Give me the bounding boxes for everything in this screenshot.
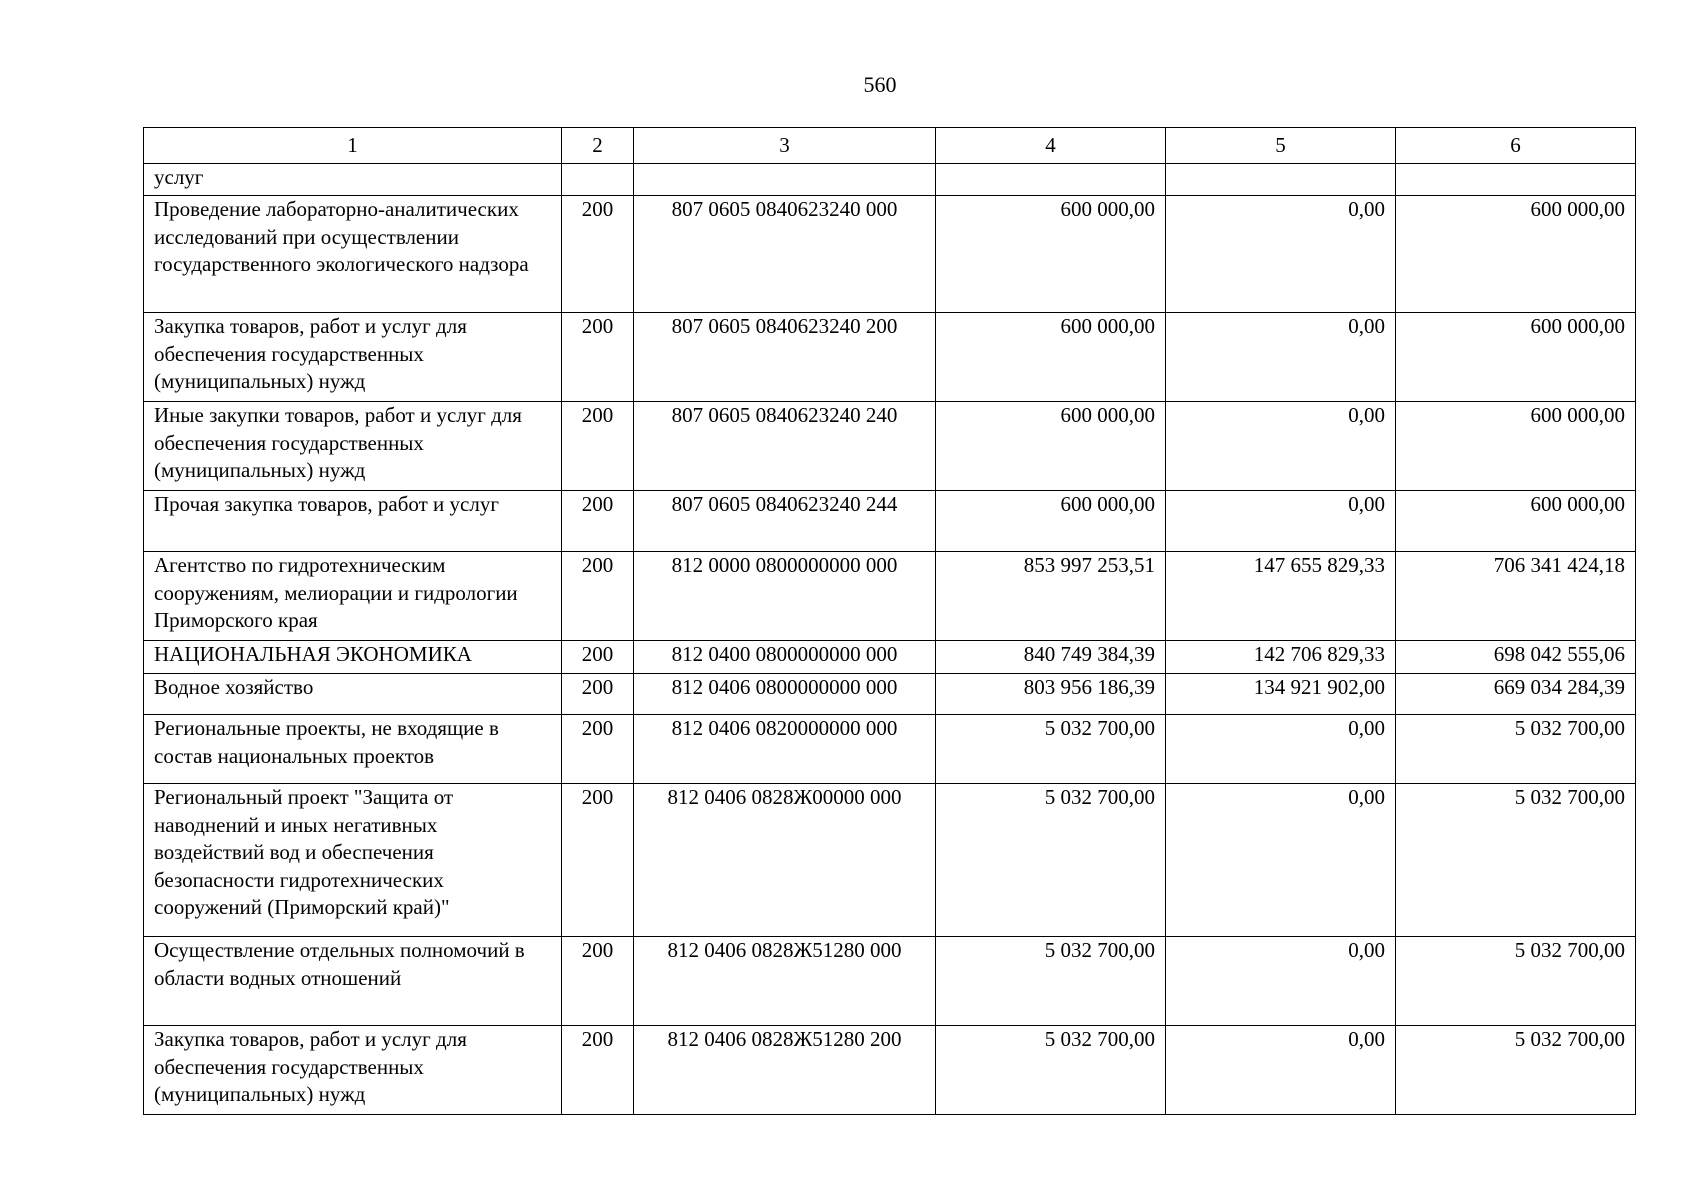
table-row bbox=[144, 402, 1636, 491]
table-row bbox=[144, 196, 1636, 313]
row-value-6 bbox=[1396, 164, 1636, 196]
table-row bbox=[144, 552, 1636, 641]
row-name: Региональные проекты, не входящие в состав национальных проектов bbox=[144, 715, 562, 784]
budget-table bbox=[143, 127, 1636, 1115]
row-col-2: 200 bbox=[562, 552, 634, 641]
column-header-2: 2 bbox=[562, 128, 634, 164]
column-header-3: 3 bbox=[634, 128, 936, 164]
row-value-4: 600 000,00 bbox=[936, 196, 1166, 313]
page-number: 560 bbox=[863, 72, 897, 97]
row-name: Агентство по гидротехническим сооружениям, мелиорации и гидрологии Приморского края bbox=[144, 552, 562, 641]
row-value-6: 600 000,00 bbox=[1396, 196, 1636, 313]
row-code: 807 0605 0840623240 244 bbox=[634, 491, 936, 552]
row-value-4: 853 997 253,51 bbox=[936, 552, 1166, 641]
row-value-4: 840 749 384,39 bbox=[936, 641, 1166, 674]
row-code: 807 0605 0840623240 000 bbox=[634, 196, 936, 313]
row-col-2: 200 bbox=[562, 937, 634, 1026]
row-name: Закупка товаров, работ и услуг для обеспечения государственных (муниципальных) нужд bbox=[144, 313, 562, 402]
row-code: 812 0406 0828Ж51280 000 bbox=[634, 937, 936, 1026]
row-value-5: 0,00 bbox=[1166, 937, 1396, 1026]
row-name: Региональный проект "Защита от наводнений и иных негативных воздействий вод и обеспечения безопасности гидротехнических сооружений (Приморский край)" bbox=[144, 784, 562, 937]
row-value-4: 803 956 186,39 bbox=[936, 674, 1166, 715]
row-name: Осуществление отдельных полномочий в области водных отношений bbox=[144, 937, 562, 1026]
row-code bbox=[634, 164, 936, 196]
row-value-6: 5 032 700,00 bbox=[1396, 1026, 1636, 1115]
column-header-6: 6 bbox=[1396, 128, 1636, 164]
row-value-5: 0,00 bbox=[1166, 784, 1396, 937]
row-value-4: 5 032 700,00 bbox=[936, 784, 1166, 937]
row-value-5: 142 706 829,33 bbox=[1166, 641, 1396, 674]
row-code: 812 0406 0828Ж00000 000 bbox=[634, 784, 936, 937]
row-name: Проведение лабораторно-аналитических исследований при осуществлении государственного экологического надзора bbox=[144, 196, 562, 313]
row-value-6: 698 042 555,06 bbox=[1396, 641, 1636, 674]
row-col-2: 200 bbox=[562, 674, 634, 715]
table-row bbox=[144, 784, 1636, 937]
row-value-4: 600 000,00 bbox=[936, 402, 1166, 491]
row-value-4: 600 000,00 bbox=[936, 491, 1166, 552]
row-name: Иные закупки товаров, работ и услуг для обеспечения государственных (муниципальных) нужд bbox=[144, 402, 562, 491]
row-col-2: 200 bbox=[562, 715, 634, 784]
row-value-4 bbox=[936, 164, 1166, 196]
row-code: 812 0400 0800000000 000 bbox=[634, 641, 936, 674]
table-row bbox=[144, 491, 1636, 552]
row-value-5: 0,00 bbox=[1166, 313, 1396, 402]
table-row bbox=[144, 313, 1636, 402]
row-code: 812 0406 0820000000 000 bbox=[634, 715, 936, 784]
row-name: услуг bbox=[144, 164, 562, 196]
row-code: 807 0605 0840623240 240 bbox=[634, 402, 936, 491]
row-col-2: 200 bbox=[562, 313, 634, 402]
row-name: Прочая закупка товаров, работ и услуг bbox=[144, 491, 562, 552]
row-value-6: 5 032 700,00 bbox=[1396, 937, 1636, 1026]
column-header-5: 5 bbox=[1166, 128, 1396, 164]
row-code: 812 0000 0800000000 000 bbox=[634, 552, 936, 641]
row-value-6: 5 032 700,00 bbox=[1396, 715, 1636, 784]
row-value-5: 0,00 bbox=[1166, 1026, 1396, 1115]
row-col-2 bbox=[562, 164, 634, 196]
table-row bbox=[144, 937, 1636, 1026]
row-value-5: 0,00 bbox=[1166, 715, 1396, 784]
row-col-2: 200 bbox=[562, 784, 634, 937]
row-code: 807 0605 0840623240 200 bbox=[634, 313, 936, 402]
row-value-4: 5 032 700,00 bbox=[936, 1026, 1166, 1115]
row-value-6: 600 000,00 bbox=[1396, 402, 1636, 491]
row-col-2: 200 bbox=[562, 641, 634, 674]
row-value-5: 134 921 902,00 bbox=[1166, 674, 1396, 715]
row-code: 812 0406 0800000000 000 bbox=[634, 674, 936, 715]
row-value-6: 600 000,00 bbox=[1396, 491, 1636, 552]
table-row bbox=[144, 674, 1636, 715]
row-value-6: 600 000,00 bbox=[1396, 313, 1636, 402]
row-col-2: 200 bbox=[562, 196, 634, 313]
row-value-4: 600 000,00 bbox=[936, 313, 1166, 402]
row-value-5: 147 655 829,33 bbox=[1166, 552, 1396, 641]
row-value-6: 706 341 424,18 bbox=[1396, 552, 1636, 641]
column-header-4: 4 bbox=[936, 128, 1166, 164]
row-name: НАЦИОНАЛЬНАЯ ЭКОНОМИКА bbox=[144, 641, 562, 674]
row-value-5: 0,00 bbox=[1166, 196, 1396, 313]
row-value-6: 5 032 700,00 bbox=[1396, 784, 1636, 937]
row-code: 812 0406 0828Ж51280 200 bbox=[634, 1026, 936, 1115]
column-header-1: 1 bbox=[144, 128, 562, 164]
table-row bbox=[144, 715, 1636, 784]
table-row bbox=[144, 164, 1636, 196]
row-name: Закупка товаров, работ и услуг для обеспечения государственных (муниципальных) нужд bbox=[144, 1026, 562, 1115]
row-col-2: 200 bbox=[562, 1026, 634, 1115]
row-value-6: 669 034 284,39 bbox=[1396, 674, 1636, 715]
row-value-5: 0,00 bbox=[1166, 402, 1396, 491]
row-name: Водное хозяйство bbox=[144, 674, 562, 715]
table-row bbox=[144, 641, 1636, 674]
row-value-5: 0,00 bbox=[1166, 491, 1396, 552]
row-col-2: 200 bbox=[562, 491, 634, 552]
table-header-row bbox=[144, 128, 1636, 164]
row-value-4: 5 032 700,00 bbox=[936, 715, 1166, 784]
table-row bbox=[144, 1026, 1636, 1115]
row-value-4: 5 032 700,00 bbox=[936, 937, 1166, 1026]
row-value-5 bbox=[1166, 164, 1396, 196]
row-col-2: 200 bbox=[562, 402, 634, 491]
